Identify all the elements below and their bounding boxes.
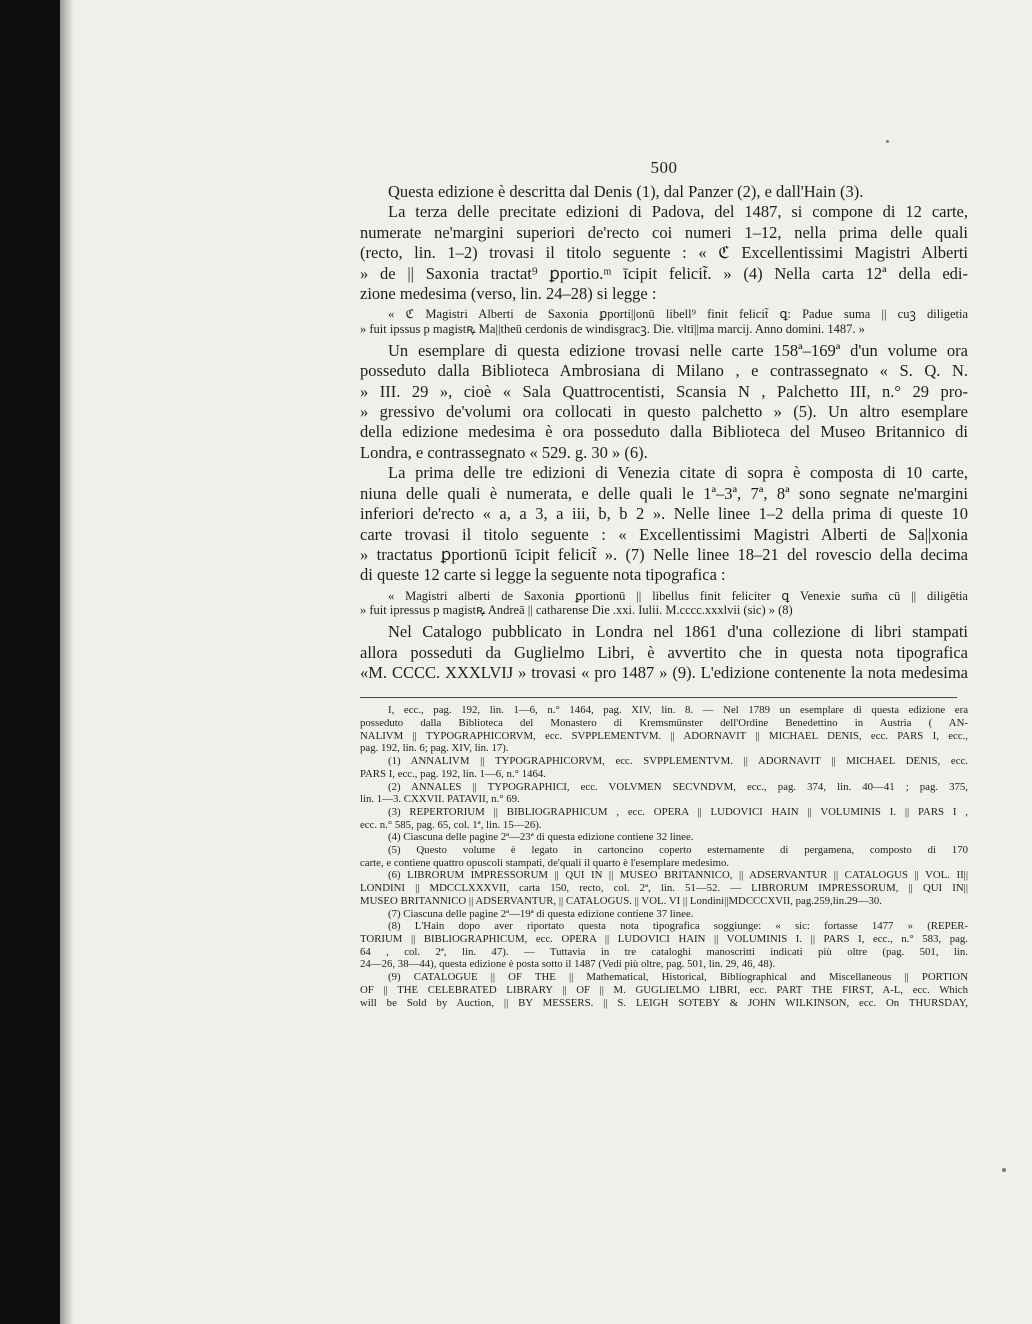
block-quote-colophon-padova bbox=[360, 307, 968, 335]
footnote bbox=[360, 806, 968, 831]
paragraph bbox=[360, 341, 968, 463]
footnote bbox=[360, 781, 968, 806]
footnote-line: TORIUM || BIBLIOGRAPHICUM, ecc. OPERA || LUDOVICI HAIN || VOLUMINIS I. || PARS I, ecc., n.° 583, pag. bbox=[360, 933, 968, 945]
footnote bbox=[360, 920, 968, 971]
paragraph-line: La prima delle tre edizioni di Venezia citate di sopra è composta di 10 carte, bbox=[388, 463, 968, 483]
text-block bbox=[360, 158, 968, 1009]
footnote-line: lin. 1—3. CXXVII. PATAVII, n.° 69. bbox=[360, 793, 520, 806]
footnote-line: LONDINI || MDCCLXXXVII, carta 150, recto, col. 2ª, lin. 51—52. — LIBRORUM IMPRESSORUM, || QUI IN|| bbox=[360, 882, 968, 895]
footnote bbox=[360, 971, 968, 1009]
footnote-line: (5) Questo volume è legato in cartoncino coperto esternamente di pergamena, composto di 170 bbox=[388, 844, 968, 857]
paragraph-line: di queste 12 carte si legge la seguente nota tipografica : bbox=[360, 565, 726, 585]
body-section-3 bbox=[360, 622, 968, 683]
footnote-line: PARS I, ecc., pag. 192, lin. 1—6, n.° 1464. bbox=[360, 767, 546, 780]
paragraph-line: posseduto dalla Biblioteca Ambrosiana di Milano , e contrassegnato « S. Q. N. bbox=[360, 361, 968, 381]
footnote bbox=[360, 908, 968, 921]
paragraph-line: » tractatus ꝑportionū īcipit felicit̃ ». (7) Nelle linee 18–21 del rovescio della decima bbox=[360, 544, 968, 564]
footnote-line: 64 , col. 2ª, lin. 47). — Tuttavia in tre cataloghi manoscritti indicati più oltre (pag. 501, lin. bbox=[360, 945, 968, 958]
paragraph-line: » de || Saxonia tractat⁹ ꝑportio.ᵐ īcipit felicit̃. » (4) Nella carta 12ª della edi- bbox=[360, 263, 968, 283]
footnote-line: OF || THE CELEBRATED LIBRARY || OF || M. GUGLIELMO LIBRI, ecc. PART THE FIRST, A-L, ecc. Which bbox=[360, 983, 968, 996]
book-page bbox=[60, 0, 1032, 1324]
paragraph-line: La terza delle precitate edizioni di Padova, del 1487, si compone di 12 carte, bbox=[388, 202, 968, 222]
paragraph bbox=[360, 463, 968, 585]
paragraph bbox=[360, 182, 968, 202]
page-number: 500 bbox=[650, 158, 678, 177]
footnote-line: (7) Ciascuna delle pagine 2ª—19ª di questa edizione contiene 37 linee. bbox=[388, 907, 694, 920]
footnote-line: ecc. n.° 585, pag. 65, col. 1ª, lin. 15—26). bbox=[360, 818, 542, 831]
paragraph-line: della edizione medesima è ora posseduto dalla Biblioteca del Museo Britannico di bbox=[360, 422, 968, 442]
paragraph-line: Un esemplare di questa edizione trovasi nelle carte 158ª–169ª d'un volume ora bbox=[388, 340, 968, 360]
footnote-line: I, ecc., pag. 192, lin. 1—6, n.° 1464, pag. XIV, lin. 8. — Nel 1789 un esemplare di questa edizione era bbox=[388, 704, 968, 717]
quote-line: « Magistri alberti de Saxonia ꝑportionū || libellus finit feliciter ꝗ Venexie sum̄a cū || diligētia bbox=[388, 588, 968, 603]
paragraph-line: (recto, lin. 1–2) trovasi il titolo seguente : « ℭ Excellentissimi Magistri Alberti bbox=[360, 243, 968, 263]
footnote-line: 24—26, 38—44), questa edizione è posta sotto il 1487 (Vedi più oltre, pag. 501, lin. 29, 46, 48). bbox=[360, 958, 776, 971]
footnote-line: MUSEO BRITANNICO || ADSERVANTUR, || CATALOGUS. || VOL. VI || Londini||MDCCCXVII, pag.259,lin.29—30. bbox=[360, 894, 882, 907]
footnote bbox=[360, 755, 968, 780]
body-section-2 bbox=[360, 341, 968, 586]
footnotes bbox=[360, 704, 968, 1009]
footnote-rule bbox=[360, 697, 957, 698]
paragraph-line: numerate ne'margini superiori de'recto coi numeri 1–12, nella prima delle quali bbox=[360, 222, 968, 242]
paragraph-line: niuna delle quali è numerata, e delle quali le 1ª–3ª, 7ª, 8ª sono segnate ne'margini bbox=[360, 483, 968, 503]
footnote-line: carte, e contiene quattro opuscoli stampati, de'quali il quarto è l'esemplare medesimo. bbox=[360, 856, 730, 869]
paragraph-line: » gressivo de'volumi ora collocati in questo palchetto » (5). Un altro esemplare bbox=[360, 402, 968, 422]
footnote bbox=[360, 844, 968, 869]
paragraph-line: zione medesima (verso, lin. 24–28) si legge : bbox=[360, 284, 657, 304]
page-edge-shadow bbox=[60, 0, 74, 1324]
footnote-line: (3) REPERTORIUM || BIBLIOGRAPHICUM , ecc. OPERA || LUDOVICI HAIN || VOLUMINIS I. || PARS I , bbox=[388, 805, 968, 818]
footnote-line: (6) LIBRORUM IMPRESSORUM || QUI IN || MUSEO BRITANNICO, || ADSERVANTUR || CATALOGUS || VOL. II|| bbox=[388, 869, 968, 882]
footnote-line: (9) CATALOGUE || OF THE || Mathematical, Historical, Bibliographical and Miscellaneous || PORTION bbox=[388, 971, 968, 984]
body-section-1 bbox=[360, 182, 968, 304]
paragraph-line: carte trovasi il titolo seguente : « Excellentissimi Magistri Alberti de Sa||xonia bbox=[360, 524, 968, 544]
paragraph-line: » III. 29 », cioè « Sala Quattrocentisti, Scansia N , Palchetto III, n.° 29 pro- bbox=[360, 381, 968, 401]
footnote-line: NALIVM || TYPOGRAPHICORVM, ecc. SVPPLEMENTVM. || ADORNAVIT || MICHAEL DENIS, ecc. PARS I, ecc., bbox=[360, 729, 968, 742]
footnote-line: (1) ANNALIVM || TYPOGRAPHICORVM, ecc. SVPPLEMENTVM. || ADORNAVIT || MICHAEL DENIS, ecc. bbox=[388, 755, 968, 768]
footnote-line: (4) Ciascuna delle pagine 2ª—23ª di questa edizione contiene 32 linee. bbox=[388, 831, 694, 844]
paragraph-line: Questa edizione è descritta dal Denis (1), dal Panzer (2), e dall'Hain (3). bbox=[388, 182, 864, 201]
block-quote-colophon-venezia bbox=[360, 589, 968, 617]
quote-line: » fuit ipressus p magistꝶ Andreā || catharense Die .xxi. Iulii. M.cccc.xxxlvii (sic) » (8) bbox=[360, 602, 793, 617]
paragraph-line: inferiori de'recto « a, a 3, a iii, b, b 2 ». Nelle linee 1–2 della prima di queste 10 bbox=[360, 504, 968, 524]
footnote bbox=[360, 831, 968, 844]
quote-line: » fuit ipssus p magistꝶ Ma||theū cerdonis de windisgracꝫ. Die. vltī||ma marcij. Anno domini. 1487. » bbox=[360, 321, 865, 336]
speck-mark bbox=[1002, 1168, 1006, 1172]
footnote-line: will be Sold by Auction, || BY MESSERS. || S. LEIGH SOTEBY & JOHN WILKINSON, ecc. On THURSDAY, bbox=[360, 996, 968, 1009]
paragraph-line: allora posseduti da Guglielmo Libri, è avvertito che in questa nota tipografica bbox=[360, 642, 968, 662]
footnote-line: posseduto dalla Biblioteca del Monastero di Kremsmünster dell'Ordine Benedettino in Austria ( AN- bbox=[360, 717, 968, 730]
paragraph bbox=[360, 202, 968, 304]
footnote bbox=[360, 869, 968, 907]
paragraph-line: Londra, e contrassegnato « 529. g. 30 » (6). bbox=[360, 442, 648, 462]
footnote-line: pag. 192, lin. 6; pag. XIV, lin. 17). bbox=[360, 742, 509, 755]
footnote-line: (2) ANNALES || TYPOGRAPHICI, ecc. VOLVMEN SECVNDVM, ecc., pag. 374, lin. 40—41 ; pag. 375, bbox=[388, 780, 968, 793]
footnote bbox=[360, 704, 968, 755]
paragraph-line: «M. CCCC. XXXLVIJ » trovasi « pro 1487 » (9). L'edizione contenente la nota medesima bbox=[360, 662, 968, 682]
speck-mark bbox=[886, 140, 889, 143]
footnote-line: (8) L'Hain dopo aver riportato questa nota tipografica soggiunge: « sic: fortasse 1477 » (REPER- bbox=[388, 920, 968, 933]
quote-line: « ℭ Magistri Alberti de Saxonia ꝑporti||onū libell⁹ finit felicit̃ ꝗ: Padue suma || cuꝫ diligetia bbox=[388, 307, 968, 322]
paragraph-line: Nel Catalogo pubblicato in Londra nel 1861 d'una collezione di libri stampati bbox=[388, 622, 968, 642]
